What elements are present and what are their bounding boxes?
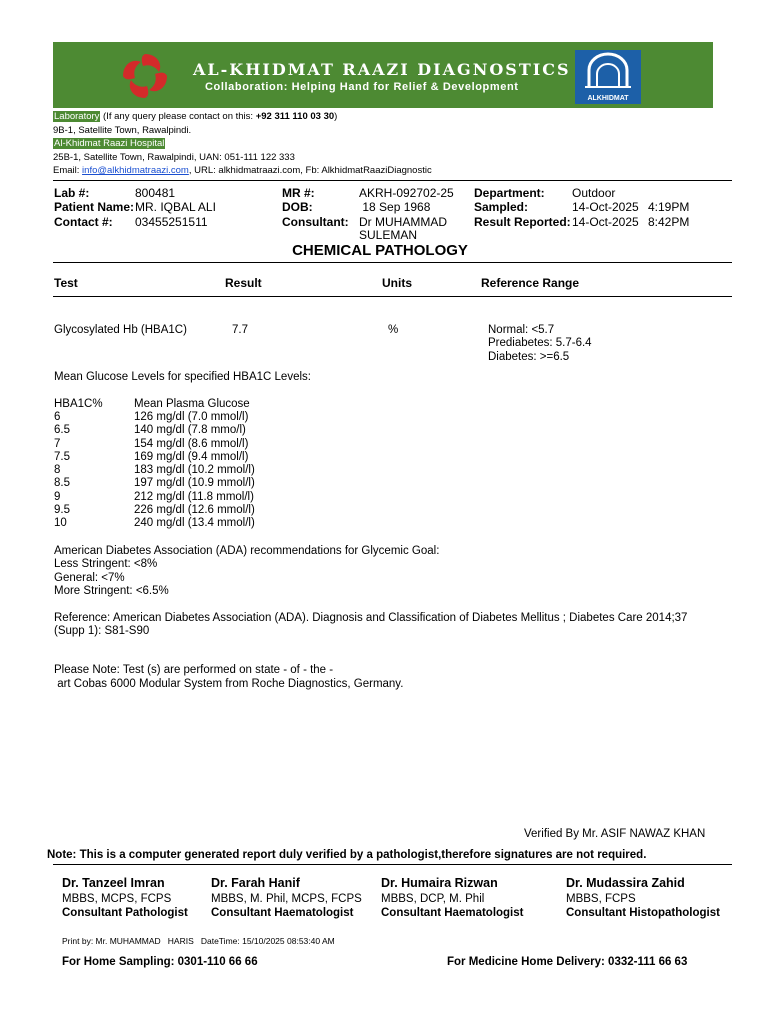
divider (53, 180, 732, 181)
email-line (53, 165, 432, 176)
sampled-date: 14-Oct-2025 (572, 200, 639, 214)
table-row (54, 491, 255, 504)
arch-logo-icon (575, 50, 641, 92)
table-row (54, 517, 255, 530)
print-info: Print by: Mr. MUHAMMAD HARIS DateTime: 15/10/2025 08:53:40 AM (62, 936, 335, 946)
table-row (54, 438, 255, 451)
email-link[interactable]: info@alkhidmatraazi.com (82, 165, 189, 176)
column-units: Units (382, 276, 412, 290)
doctor-qualification: MBBS, M. Phil, MCPS, FCPS (211, 893, 362, 905)
reference-range-line: Normal: <5.7 (488, 324, 555, 336)
hospital-address: 25B-1, Satellite Town, Rawalpindi, UAN: 051-111 122 333 (53, 152, 295, 163)
hba1c-value: 6.5 (54, 424, 70, 437)
table-row (54, 504, 255, 517)
contact-label: Contact #: (54, 215, 113, 229)
brand-tagline: Collaboration: Helping Hand for Relief & Development (205, 81, 519, 93)
patient-name-value: MR. IQBAL ALI (135, 200, 216, 214)
hba1c-value: 8.5 (54, 477, 70, 490)
lab-note-post: ) (334, 111, 338, 122)
contact-value: 03455251511 (135, 215, 208, 229)
reference-line-2: (Supp 1): S81-S90 (54, 625, 150, 637)
hospital-line (53, 138, 165, 149)
hba1c-value: 7.5 (54, 450, 70, 463)
reference-range-line: Diabetes: >=6.5 (488, 351, 570, 363)
please-note-line-1: Please Note: Test (s) are performed on state - of - the - (54, 664, 334, 676)
table-row (54, 464, 255, 477)
department-label: Department: (474, 186, 545, 200)
header-banner (53, 42, 713, 108)
hba1c-value: 9 (54, 490, 61, 503)
reported-date: 14-Oct-2025 (572, 215, 639, 229)
glucose-col-plasma: Mean Plasma Glucose (134, 398, 250, 410)
doctor-card (566, 876, 720, 919)
doctor-name: Dr. Farah Hanif (211, 876, 300, 890)
doctor-card (381, 876, 523, 919)
sampled-time: 4:19PM (648, 200, 690, 214)
hba1c-value: 9.5 (54, 504, 70, 517)
hba1c-value: 10 (54, 517, 67, 530)
lab-address: 9B-1, Satellite Town, Rawalpindi. (53, 125, 192, 136)
doctor-qualification: MBBS, FCPS (566, 893, 636, 905)
hba1c-value: 8 (54, 464, 61, 477)
hospital-label: Al-Khidmat Raazi Hospital (54, 138, 165, 149)
doctor-card (211, 876, 362, 919)
doctor-role: Consultant Haematologist (211, 907, 354, 919)
doctor-name: Dr. Mudassira Zahid (566, 876, 685, 890)
glucose-table (54, 411, 255, 531)
doctor-role: Consultant Histopathologist (566, 907, 720, 919)
dob-label: DOB: (282, 200, 313, 214)
brand-name: AL-KHIDMAT RAAZI DIAGNOSTICS (193, 60, 571, 79)
email-rest: , URL: alkhidmatraazi.com, Fb: AlkhidmatRaaziDiagnostic (188, 165, 432, 176)
plasma-value: 126 mg/dl (7.0 mmol/l) (134, 411, 249, 423)
lab-phone: +92 311 110 03 30 (255, 111, 335, 122)
doctor-name: Dr. Humaira Rizwan (381, 876, 498, 890)
test-result: 7.7 (232, 324, 248, 336)
department-value: Outdoor (572, 186, 616, 200)
lab-label: Laboratory (54, 111, 100, 122)
table-row (54, 424, 255, 437)
doctor-role: Consultant Pathologist (62, 907, 188, 919)
hba1c-value: 7 (54, 437, 61, 450)
ada-line: Less Stringent: <8% (54, 558, 158, 570)
doctor-card (62, 876, 188, 919)
divider (53, 262, 732, 263)
verified-by: Verified By Mr. ASIF NAWAZ KHAN (524, 828, 706, 840)
plasma-value: 226 mg/dl (12.6 mmol/l) (134, 504, 255, 517)
alkhidmat-logo (575, 50, 641, 104)
reference-line-1: Reference: American Diabetes Association (ADA). Diagnosis and Classification of Diabetes Mellitus ; Diabetes Care 2014;37 (54, 612, 688, 624)
doctor-role: Consultant Haematologist (381, 907, 524, 919)
lab-no-value: 800481 (135, 186, 176, 200)
consultant-value-2: SULEMAN (359, 228, 418, 242)
home-sampling: For Home Sampling: 0301-110 66 66 (62, 956, 258, 968)
mr-value: AKRH-092702-25 (359, 186, 454, 200)
sampled-label: Sampled: (474, 200, 529, 214)
lab-no-label: Lab #: (54, 186, 90, 200)
email-label: Email: (53, 165, 83, 176)
reported-label: Result Reported: (474, 215, 571, 229)
swirl-logo-icon (119, 50, 171, 102)
lab-note-pre: (If any query please contact on this: (100, 111, 256, 122)
plasma-value: 140 mg/dl (7.8 mmo/l) (134, 424, 246, 437)
test-units: % (388, 324, 399, 336)
alkhidmat-logo-label: ALKHIDMAT (587, 95, 629, 102)
column-test: Test (54, 276, 78, 290)
table-row (54, 477, 255, 490)
table-row (54, 451, 255, 464)
plasma-value: 197 mg/dl (10.9 mmol/l) (134, 477, 255, 490)
doctor-qualification: MBBS, DCP, M. Phil (381, 893, 485, 905)
reference-range-line: Prediabetes: 5.7-6.4 (488, 337, 592, 349)
consultant-label: Consultant: (282, 215, 349, 229)
ada-heading: American Diabetes Association (ADA) recommendations for Glycemic Goal: (54, 545, 440, 557)
glucose-col-hba1c: HBA1C% (54, 398, 103, 410)
consultant-value-1: Dr MUHAMMAD (359, 215, 447, 229)
plasma-value: 169 mg/dl (9.4 mmol/l) (134, 450, 249, 463)
medicine-delivery: For Medicine Home Delivery: 0332-111 66 63 (447, 956, 688, 968)
mr-label: MR #: (282, 186, 315, 200)
divider (53, 296, 732, 297)
doctor-name: Dr. Tanzeel Imran (62, 876, 165, 890)
divider (53, 864, 732, 865)
hba1c-value: 6 (54, 411, 61, 423)
dob-value: 18 Sep 1968 (359, 200, 431, 214)
table-row (54, 411, 255, 424)
column-reference-range: Reference Range (481, 276, 580, 290)
report-title: CHEMICAL PATHOLOGY (292, 242, 468, 259)
please-note-line-2: art Cobas 6000 Modular System from Roche Diagnostics, Germany. (54, 678, 404, 690)
ada-line: More Stringent: <6.5% (54, 585, 169, 597)
patient-name-label: Patient Name: (54, 200, 135, 214)
mean-glucose-heading: Mean Glucose Levels for specified HBA1C Levels: (54, 371, 311, 383)
computer-generated-note: Note: This is a computer generated report duly verified by a pathologist,therefore signatures are not required. (47, 849, 647, 861)
reported-time: 8:42PM (648, 215, 690, 229)
test-name: Glycosylated Hb (HBA1C) (54, 324, 187, 336)
lab-contact-line (53, 111, 337, 122)
plasma-value: 154 mg/dl (8.6 mmol/l) (134, 437, 249, 450)
plasma-value: 240 mg/dl (13.4 mmol/l) (134, 517, 255, 530)
plasma-value: 183 mg/dl (10.2 mmol/l) (134, 464, 255, 477)
plasma-value: 212 mg/dl (11.8 mmol/l) (134, 490, 254, 503)
doctor-qualification: MBBS, MCPS, FCPS (62, 893, 172, 905)
ada-line: General: <7% (54, 572, 125, 584)
column-result: Result (225, 276, 262, 290)
